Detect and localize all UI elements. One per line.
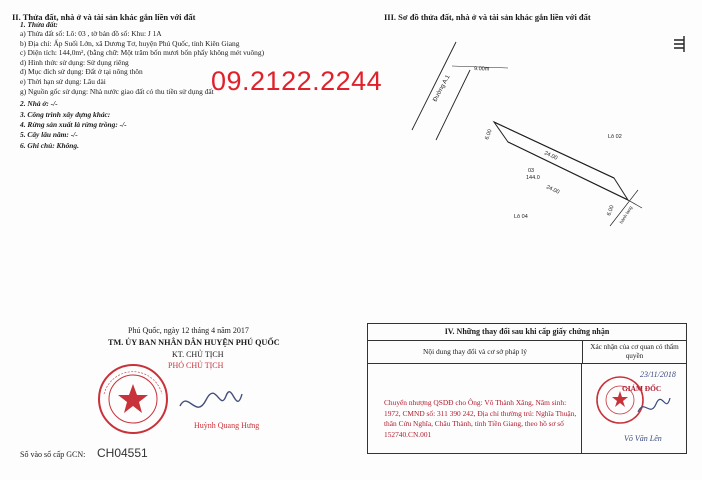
forest-line: 4. Rừng sản xuất là rừng trồng: -/- bbox=[20, 120, 127, 129]
issue-date: Phú Quốc, ngày 12 tháng 4 năm 2017 bbox=[128, 326, 249, 335]
lot-02-label: Lô 02 bbox=[608, 134, 622, 140]
perennial-tree-line: 5. Cây lâu năm: -/- bbox=[20, 130, 78, 139]
phone-number-overlay: 09.2122.2244 bbox=[211, 66, 383, 96]
changes-content: Chuyển nhượng QSDĐ cho Ông: Võ Thành Xăng, Năm sinh: 1972, CMND số: 311 390 242, Địa chỉ thường trú: Nghĩa Thuận, thân Cửu Nghĩa, Châu Thành, tỉnh Tiền Giang, theo hồ sơ số 152740.CN.001 bbox=[368, 364, 582, 453]
parcel-number-line: a) Thửa đất số: Lô: 03 , tờ bản đồ số: Khu: J 1A bbox=[20, 29, 162, 38]
usage-purpose-line: đ) Mục đích sử dụng: Đất ở tại nông thôn bbox=[20, 67, 143, 77]
length-bottom-label: 24.00 bbox=[545, 184, 561, 196]
vice-chairman-title: PHÓ CHỦ TỊCH bbox=[168, 361, 224, 370]
changes-col2-header: Xác nhận của cơ quan có thẩm quyền bbox=[590, 343, 679, 360]
changes-table-title: IV. Những thay đổi sau khi cấp giấy chứng nhận bbox=[368, 324, 686, 341]
width-left-label: 6.00 bbox=[484, 128, 494, 141]
road-label: Đường A.1 bbox=[432, 74, 452, 103]
parcel-bottom-edge bbox=[508, 142, 628, 200]
registration-label: Số vào sổ cấp GCN: bbox=[20, 450, 86, 459]
lot-area-label: 144.0 bbox=[526, 175, 540, 181]
official-seal-icon bbox=[94, 360, 172, 438]
kt-chairman: KT. CHỦ TỊCH bbox=[172, 350, 224, 359]
lot-number-label: 03 bbox=[528, 168, 535, 174]
usage-form-line: d) Hình thức sử dụng: Sử dụng riêng bbox=[20, 57, 129, 67]
usage-origin-line: g) Nguồn gốc sử dụng: Nhà nước giao đất có thu tiền sử dụng đất bbox=[20, 86, 214, 96]
signer-name: Huỳnh Quang Hưng bbox=[194, 421, 260, 430]
corner-tab-icon bbox=[670, 34, 690, 54]
address-line: b) Địa chỉ: Ấp Suối Lớn, xã Dương Tơ, huyện Phú Quốc, tỉnh Kiên Giang bbox=[20, 38, 240, 48]
signature-scribble-icon bbox=[176, 386, 246, 422]
area-line: c) Diện tích: 144,0m², (bằng chữ: Một trăm bốn mươi bốn phẩy không mét vuông) bbox=[20, 48, 265, 58]
issuing-authority: TM. ỦY BAN NHÂN DÂN HUYỆN PHÚ QUỐC bbox=[108, 338, 280, 347]
confirmation-cell bbox=[582, 364, 686, 453]
registration-number: CH04551 bbox=[97, 446, 148, 460]
changes-col1-header: Nội dung thay đổi và cơ sở pháp lý bbox=[368, 341, 583, 363]
road-edge-right bbox=[436, 70, 470, 140]
confirm-signature-icon bbox=[634, 392, 674, 422]
confirm-date: 23/11/2018 bbox=[640, 370, 676, 379]
parcel-map bbox=[396, 40, 656, 240]
road-edge-left bbox=[412, 42, 456, 130]
other-construction-line: 3. Công trình xây dựng khác: bbox=[20, 110, 111, 119]
confirm-signer: Võ Văn Lên bbox=[624, 434, 662, 443]
land-parcel-heading: 1. Thửa đất: bbox=[20, 20, 58, 29]
width-right-label: 6.00 bbox=[606, 204, 616, 217]
house-line: 2. Nhà ở: -/- bbox=[20, 99, 58, 108]
length-top-label: 24.00 bbox=[543, 150, 559, 162]
section-2-title: II. Thửa đất, nhà ở và tài sản khác gắn liền với đất bbox=[12, 12, 196, 22]
lot-04-label: Lô 04 bbox=[514, 214, 528, 220]
confirm-title: GIÁM ĐỐC bbox=[622, 384, 662, 393]
dim-top-label: 9.00m bbox=[473, 66, 490, 73]
usage-term-line: e) Thời hạn sử dụng: Lâu dài bbox=[20, 76, 106, 86]
corridor-label: hành lang bbox=[618, 205, 634, 225]
changes-table bbox=[367, 323, 687, 454]
section-3-title: III. Sơ đồ thửa đất, nhà ở và tài sản khác gắn liền với đất bbox=[384, 12, 591, 22]
note-line: 6. Ghi chú: Không. bbox=[20, 141, 79, 150]
